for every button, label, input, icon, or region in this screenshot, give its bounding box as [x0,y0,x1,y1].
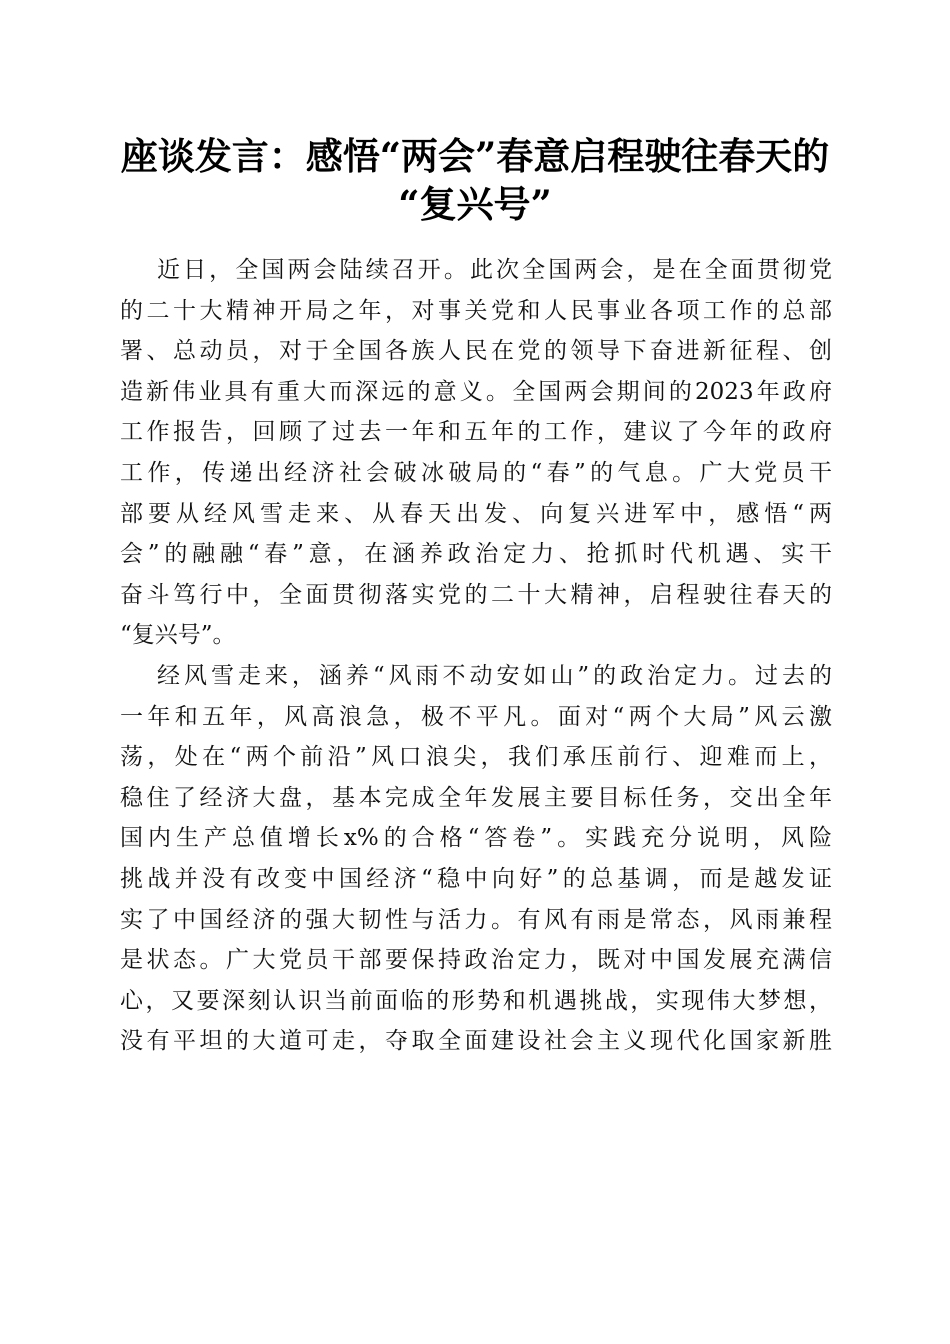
document-body [120,250,832,1062]
paragraph-line: 近日，全国两会陆续召开。此次全国两会，是在全面贯彻党 [157,257,832,283]
paragraph-line: 工作报告，回顾了过去一年和五年的工作，建议了今年的政府 [120,419,832,446]
paragraph-line: 荡，处在“两个前沿”风口浪尖，我们承压前行、迎难而上， [120,744,832,771]
paragraph-line: 是状态。广大党员干部要保持政治定力，既对中国发展充满信 [120,947,832,974]
title-line-1: 座谈发言：感悟“两会”春意启程驶往春天的 [120,134,830,178]
paragraph-line: 稳住了经济大盘，基本完成全年发展主要目标任务，交出全年 [120,784,832,811]
title-line-2: “复兴号” [398,182,552,226]
paragraph-line: 的二十大精神开局之年，对事关党和人民事业各项工作的总部 [120,297,832,324]
paragraph-line: “复兴号”。 [120,622,236,649]
paragraph-line: 国内生产总值增长x%的合格“答卷”。实践充分说明，风险 [120,825,832,852]
paragraph-line: 经风雪走来，涵养“风雨不动安如山”的政治定力。过去的 [157,662,832,689]
paragraph-line: 心，又要深刻认识当前面临的形势和机遇挑战，实现伟大梦想， [120,987,832,1014]
paragraph-line: 署、总动员，对于全国各族人民在党的领导下奋进新征程、创 [120,338,832,365]
paragraph-line: 造新伟业具有重大而深远的意义。全国两会期间的2023年政府 [120,378,832,405]
paragraph-line: 工作，传递出经济社会破冰破局的“春”的气息。广大党员干 [120,459,832,486]
paragraph-line: 会”的融融“春”意，在涵养政治定力、抢抓时代机遇、实干 [120,541,832,568]
paragraph-2 [120,656,832,1062]
paragraph-line: 一年和五年，风高浪急，极不平凡。面对“两个大局”风云激 [120,703,832,730]
paragraph-line: 没有平坦的大道可走，夺取全面建设社会主义现代化国家新胜 [120,1028,832,1055]
paragraph-1 [120,250,832,656]
paragraph-line: 奋斗笃行中，全面贯彻落实党的二十大精神，启程驶往春天的 [120,581,832,608]
document-title [100,132,850,228]
paragraph-line: 挑战并没有改变中国经济“稳中向好”的总基调，而是越发证 [120,865,832,892]
paragraph-line: 实了中国经济的强大韧性与活力。有风有雨是常态，风雨兼程 [120,906,832,933]
paragraph-line: 部要从经风雪走来、从春天出发、向复兴进军中，感悟“两 [120,500,832,527]
